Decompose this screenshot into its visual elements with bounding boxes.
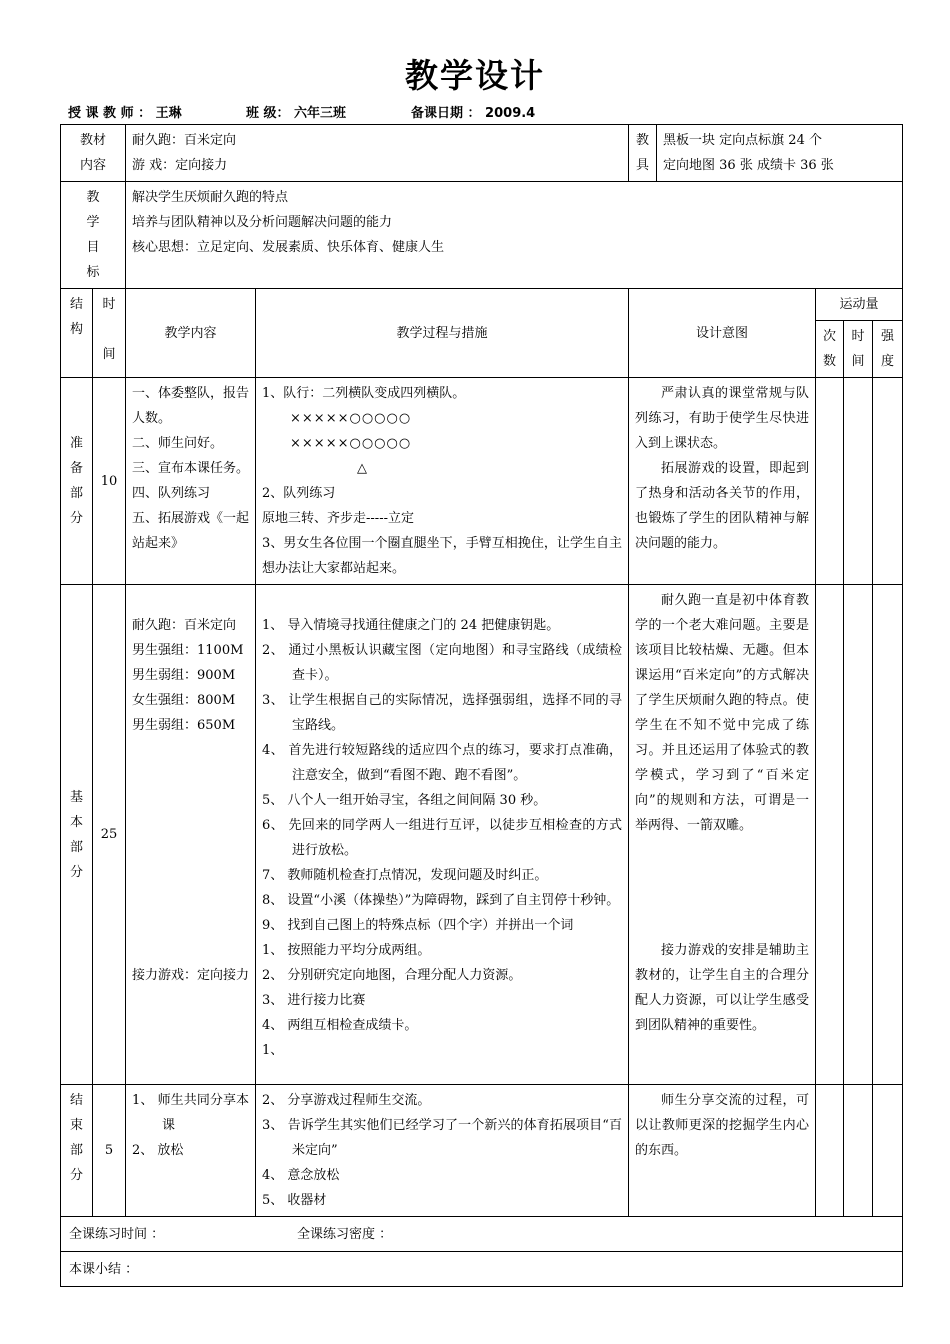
equipment-content: 黑板一块 定向点标旗 24 个 定向地图 36 张 成绩卡 36 张	[657, 125, 903, 182]
materials-row	[61, 125, 903, 182]
end-row	[61, 1085, 903, 1217]
list-item: 9、 找到自己图上的特殊点标（四个字）并拼出一个词	[262, 918, 574, 933]
prep-intensity	[873, 378, 903, 585]
col-process: 教学过程与措施	[256, 289, 629, 378]
list-item: 2、 通过小黑板认识藏宝图（定向地图）和寻宝路线（成绩检查卡）。	[262, 643, 623, 683]
list-item: 7、 教师随机检查打点情况，发现问题及时纠正。	[262, 868, 548, 883]
main-label: 基 本 部 分	[61, 585, 93, 1085]
list-item: 4、 两组互相检查成绩卡。	[262, 1018, 418, 1033]
main-content: 耐久跑：百米定向 男生强组：1100M 男生弱组：900M 女生强组：800M 男生弱组：650M 接力游戏：定向接力	[126, 585, 256, 1085]
page-title: 教学设计	[405, 56, 545, 95]
col-count: 次 数	[816, 321, 844, 378]
lesson-plan-table	[60, 124, 903, 1287]
col-load: 运动量	[816, 289, 903, 321]
practice-row	[61, 1217, 903, 1252]
practice-time-label: 全课练习时间 ：	[69, 1226, 165, 1242]
practice-density-label: 全课练习密度 ：	[297, 1226, 393, 1242]
list-item: 4、 首先进行较短路线的适应四个点的练习，要求打点准确，注意安全，做到“看图不跑、跑不看图”。	[262, 743, 623, 783]
list-item: 3、 进行接力比赛	[262, 993, 366, 1008]
col-duration: 时 间	[844, 321, 873, 378]
main-time: 25	[93, 585, 126, 1085]
list-item: 5、 收器材	[262, 1193, 327, 1208]
main-intent: 耐久跑一直是初中体育教学的一个老大难问题。主要是该项目比较枯燥、无趣。但本课运用“百米定向”的方式解决了学生厌烦耐久跑的特点。使学生在不知不觉中完成了练习。并且还运用了体验式的教学模式，学习到了“百米定向”的规则和方法，可谓是一举两得、一箭双雕。 接力游戏的安排是辅助主教材的，让学生自主的合理分配人力资源，可以让学生感受到团队精神的重要性。	[629, 585, 816, 1085]
col-time: 时 间	[93, 289, 126, 378]
list-item: 3、 让学生根据自己的实际情况，选择强弱组，选择不同的寻宝路线。	[262, 693, 623, 733]
end-intensity	[873, 1085, 903, 1217]
summary-row	[61, 1252, 903, 1287]
goal-item: 培养与团队精神以及分析问题解决问题的能力	[132, 215, 393, 230]
prep-duration	[844, 378, 873, 585]
column-header-row	[61, 289, 903, 321]
goals-label: 教 学 目 标	[61, 182, 126, 289]
col-structure: 结 构	[61, 289, 93, 378]
end-intent: 师生分享交流的过程，可以让教师更深的挖掘学生内心的东西。	[629, 1085, 816, 1217]
main-duration	[844, 585, 873, 1085]
class-field: 班 级： 六年三班	[246, 106, 347, 121]
list-item: 2、 分别研究定向地图，合理分配人力资源。	[262, 968, 522, 983]
goals-row	[61, 182, 903, 289]
practice-cell	[61, 1217, 903, 1252]
prep-process: 1、队行：二列横队变成四列横队。 ×××××○○○○○ ×××××○○○○○ △ 2、队列练习 原地三转、齐步走-----立定 3、男女生各位围一个圈直腿坐下，手臂互相挽住，让学生自主想办法让大家都站起来。	[256, 378, 629, 585]
prep-label: 准 备 部 分	[61, 378, 93, 585]
materials-content: 耐久跑：百米定向 游 戏：定向接力	[126, 125, 629, 182]
header-info	[68, 102, 535, 121]
list-item: 1、	[262, 1043, 284, 1058]
formation-line: ×××××○○○○○	[290, 436, 412, 451]
list-item: 5、 八个人一组开始寻宝，各组之间间隔 30 秒。	[262, 793, 547, 808]
col-intent: 设计意图	[629, 289, 816, 378]
summary-cell: 本课小结 ：	[61, 1252, 903, 1287]
list-item: 1、 导入情境寻找通往健康之门的 24 把健康钥匙。	[262, 618, 560, 633]
prep-content: 一、体委整队，报告人数。 二、师生问好。 三、宣布本课任务。 四、队列练习 五、拓展游戏《一起站起来》	[126, 378, 256, 585]
end-label: 结 束 部 分	[61, 1085, 93, 1217]
main-intensity	[873, 585, 903, 1085]
end-time: 5	[93, 1085, 126, 1217]
main-row	[61, 585, 903, 1085]
formation-line: ×××××○○○○○	[290, 411, 412, 426]
list-item: 1、 按照能力平均分成两组。	[262, 943, 431, 958]
list-item: 6、 先回来的同学两人一组进行互评，以徒步互相检查的方式进行放松。	[262, 818, 623, 858]
col-content: 教学内容	[126, 289, 256, 378]
main-count	[816, 585, 844, 1085]
list-item: 8、 设置“小溪（体操垫）”为障碍物，踩到了自主罚停十秒钟。	[262, 893, 620, 908]
prep-row	[61, 378, 903, 585]
goals-content	[126, 182, 903, 289]
col-intensity: 强 度	[873, 321, 903, 378]
equipment-label: 教 具	[629, 125, 657, 182]
materials-label: 教材 内容	[61, 125, 126, 182]
main-process	[256, 585, 629, 1085]
teacher-field: 授 课 教 师 ： 王琳	[68, 106, 182, 121]
end-duration	[844, 1085, 873, 1217]
date-field: 备课日期 ： 2009.4	[411, 106, 536, 121]
prep-count	[816, 378, 844, 585]
end-content: 1、 师生共同分享本课 2、 放松	[126, 1085, 256, 1217]
prep-intent: 严肃认真的课堂常规与队列练习，有助于使学生尽快进入到上课状态。 拓展游戏的设置，即起到了热身和活动各关节的作用，也锻炼了学生的团队精神与解决问题的能力。	[629, 378, 816, 585]
list-item: 2、 分享游戏过程师生交流。	[262, 1093, 431, 1108]
end-process	[256, 1085, 629, 1217]
list-item: 3、 告诉学生其实他们已经学习了一个新兴的体育拓展项目“百米定向”	[262, 1118, 623, 1158]
list-item: 4、 意念放松	[262, 1168, 340, 1183]
prep-time: 10	[93, 378, 126, 585]
triangle-icon: △	[357, 461, 368, 476]
end-count	[816, 1085, 844, 1217]
goal-item: 核心思想：立足定向、发展素质、快乐体育、健康人生	[132, 240, 445, 255]
goal-item: 解决学生厌烦耐久跑的特点	[132, 190, 289, 205]
